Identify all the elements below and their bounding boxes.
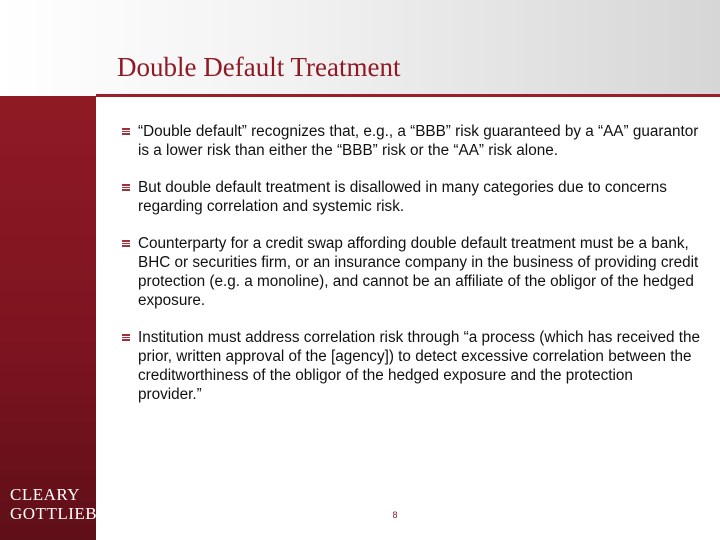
bullet-text: Institution must address correlation risk through “a process (which has received the prior, written approval of the [agency]) to detect excessive correlation between the creditworthiness of the obligor of the hedged exposure and the protection provider.” [138, 329, 700, 403]
bullet-item [120, 234, 700, 310]
bullet-icon [122, 184, 130, 191]
bullet-list [120, 122, 700, 422]
bullet-icon [122, 128, 130, 135]
slide-title: Double Default Treatment [117, 52, 401, 82]
logo-line-1: CLEARY [10, 485, 81, 504]
header-divider [96, 94, 720, 97]
page-number: 8 [392, 510, 398, 520]
bullet-icon [122, 240, 130, 247]
bullet-item [120, 122, 700, 160]
bullet-text: But double default treatment is disallowed in many categories due to concerns regarding correlation and systemic risk. [138, 179, 667, 215]
bullet-text: “Double default” recognizes that, e.g., a “BBB” risk guaranteed by a “AA” guarantor is a lower risk than either the “BBB” risk or the “AA” risk alone. [138, 123, 699, 159]
bullet-icon [122, 334, 130, 341]
logo-line-2: GOTTLIEB [10, 504, 98, 523]
bullet-item [120, 178, 700, 216]
bullet-item [120, 328, 700, 404]
company-logo [10, 485, 98, 523]
brand-sidebar [0, 96, 96, 540]
bullet-text: Counterparty for a credit swap affording double default treatment must be a bank, BHC or securities firm, or an insurance company in the business of providing credit protection (e.g. a monoline), and cannot be an affiliate of the obligor of the hedged exposure. [138, 235, 699, 309]
